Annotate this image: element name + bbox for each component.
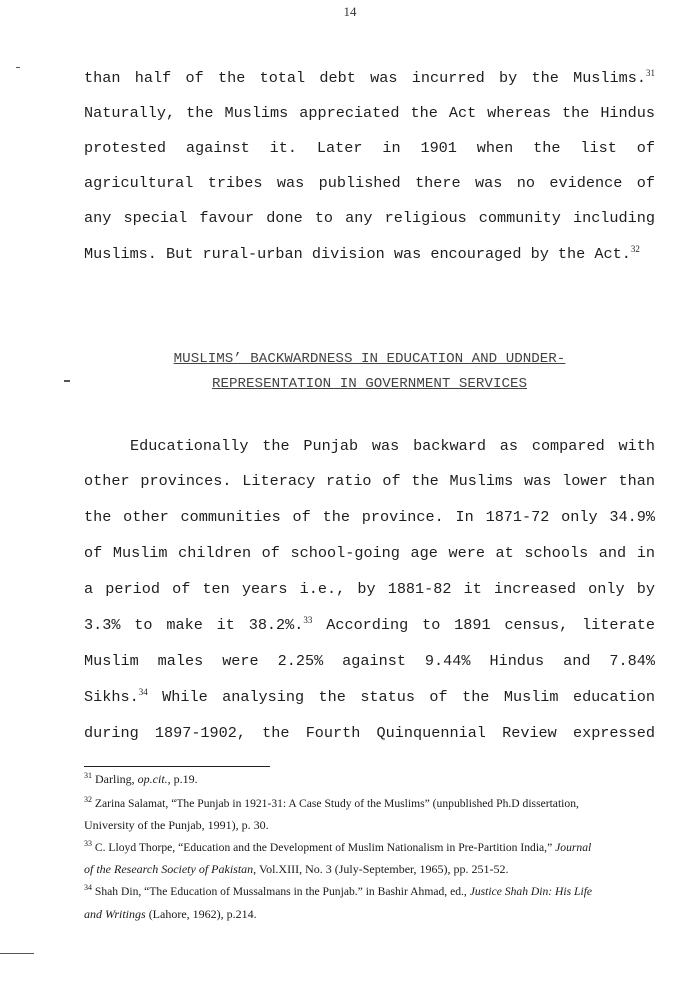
text-line: 3.3% to make it 38.2%.$^{33}$ According to 1891 census, literate <box>84 614 655 634</box>
text-line: protested against it. Later in 1901 when the list of <box>84 139 655 157</box>
text-line: Educationally the Punjab was backward as compared with <box>130 437 655 455</box>
footnote-separator <box>84 766 270 767</box>
footnote-32-continued: University of the Punjab, 1991), p. 30. <box>84 818 269 832</box>
footnote-33: $^{33}$ C. Lloyd Thorpe, “Education and the Development of Muslim Nationalism in Pre-Partition India,” Journal <box>84 839 592 854</box>
text-line: Muslim males were 2.25% against 9.44% Hindus and 7.84% <box>84 652 655 670</box>
text-line: any special favour done to any religious community including <box>84 209 655 227</box>
footnote-ref: 32 <box>630 243 640 254</box>
text-line: Sikhs.$^{34}$ While analysing the status of the Muslim education <box>84 686 655 706</box>
text-line: agricultural tribes was published there was no evidence of <box>84 174 655 192</box>
footnote-34-continued: and Writings (Lahore, 1962), p.214. <box>84 907 257 921</box>
text-line: a period of ten years i.e., by 1881-82 it increased only by <box>84 580 655 598</box>
margin-mark <box>0 953 34 954</box>
footnote-34: $^{34}$ Shah Din, “The Education of Mussalmans in the Punjab.” in Bashir Ahmad, ed., Justice Shah Din: His Life <box>84 883 593 898</box>
text-line: the other communities of the province. In 1871-72 only 34.9% <box>84 508 655 526</box>
text-line: Naturally, the Muslims appreciated the Act whereas the Hindus <box>84 104 655 122</box>
footnote-ref: 34 <box>138 686 148 697</box>
footnote-ref: 31 <box>646 67 655 78</box>
margin-mark <box>64 380 70 382</box>
margin-mark <box>16 67 20 68</box>
text-line: of Muslim children of school-going age were at schools and in <box>84 544 655 562</box>
section-heading-line-1: MUSLIMS’ BACKWARDNESS IN EDUCATION AND UDNDER- <box>173 351 566 367</box>
text-line: Muslims. But rural-urban division was encouraged by the Act.$^{32}$ <box>84 243 640 263</box>
section-heading-line-2: REPRESENTATION IN GOVERNMENT SERVICES <box>211 376 527 392</box>
text-line: other provinces. Literacy ratio of the Muslims was lower than <box>84 472 655 490</box>
footnote-33-continued: of the Research Society of Pakistan, Vol.XIII, No. 3 (July-September, 1965), pp. 251-52. <box>84 862 509 876</box>
text-line: during 1897-1902, the Fourth Quinquennial Review expressed <box>84 724 655 742</box>
text-line: than half of the total debt was incurred by the Muslims.$^{31}$ <box>84 67 655 87</box>
footnote-ref: 33 <box>303 614 313 625</box>
page-number: 14 <box>343 4 357 19</box>
footnote-31: $^{31}$ Darling, op.cit., p.19. <box>84 771 198 786</box>
footnote-32: $^{32}$ Zarina Salamat, “The Punjab in 1921-31: A Case Study of the Muslims” (unpublished Ph.D dissertation, <box>84 795 579 810</box>
